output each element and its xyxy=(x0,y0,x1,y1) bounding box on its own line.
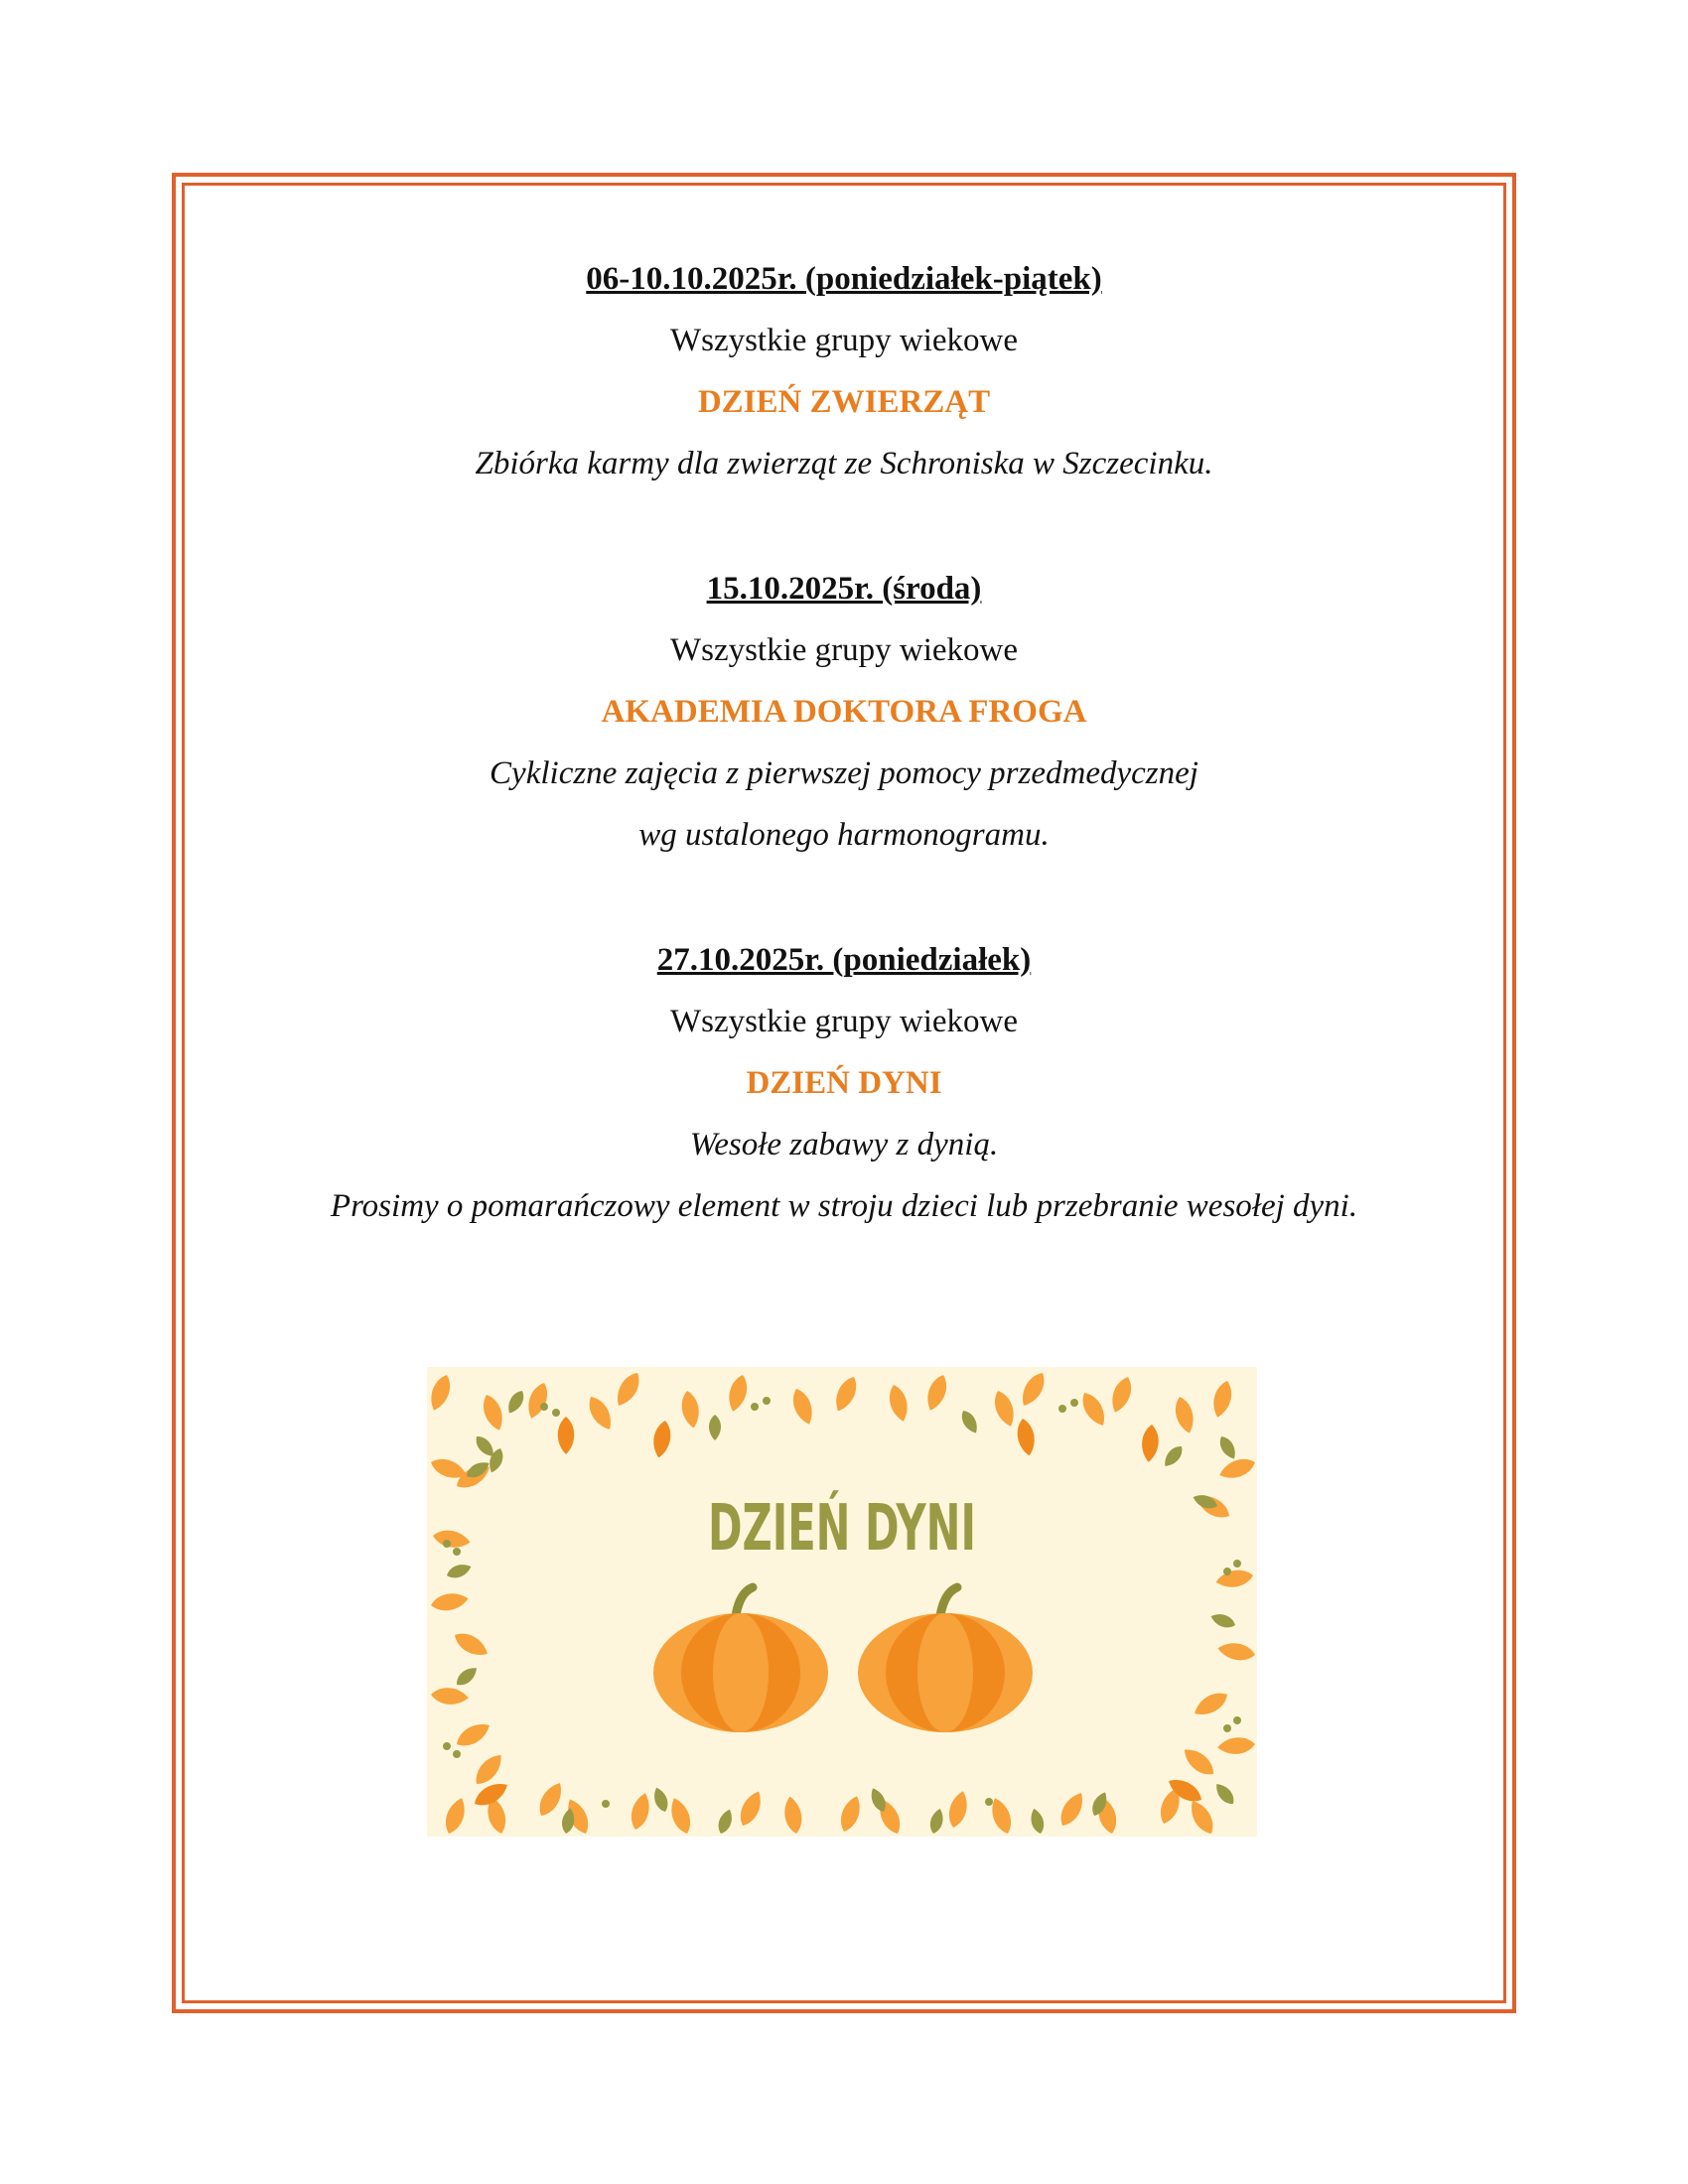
events-list xyxy=(182,248,1506,1300)
banner-background xyxy=(427,1367,1257,1837)
event-date: 06-10.10.2025r. (poniedziałek-piątek) xyxy=(586,261,1102,297)
event-animal-day xyxy=(182,248,1506,494)
event-date: 15.10.2025r. (środa) xyxy=(706,571,982,607)
event-description: Prosimy o pomarańczowy element w stroju dzieci lub przebranie wesołej dyni. xyxy=(330,1188,1358,1224)
event-date: 27.10.2025r. (poniedziałek) xyxy=(656,942,1032,978)
event-title: DZIEŃ ZWIERZĄT xyxy=(697,384,991,420)
event-description: Wesołe zabawy z dynią. xyxy=(689,1127,999,1162)
event-group: Wszystkie grupy wiekowe xyxy=(669,323,1019,358)
banner-title: DZIEŃ DYNI xyxy=(708,1492,1121,1566)
event-description: wg ustalonego harmonogramu. xyxy=(638,817,1050,853)
event-frog-academy xyxy=(182,558,1506,866)
event-title: DZIEŃ DYNI xyxy=(746,1065,942,1101)
event-description: Zbiórka karmy dla zwierząt ze Schroniska w Szczecinku. xyxy=(475,446,1213,481)
event-group: Wszystkie grupy wiekowe xyxy=(669,1004,1019,1039)
event-title: AKADEMIA DOKTORA FROGA xyxy=(601,694,1087,730)
event-description: Cykliczne zajęcia z pierwszej pomocy przedmedycznej xyxy=(490,755,1198,791)
event-group: Wszystkie grupy wiekowe xyxy=(669,632,1019,668)
pumpkin-day-banner xyxy=(427,1367,1257,1837)
event-pumpkin-day xyxy=(182,929,1506,1237)
